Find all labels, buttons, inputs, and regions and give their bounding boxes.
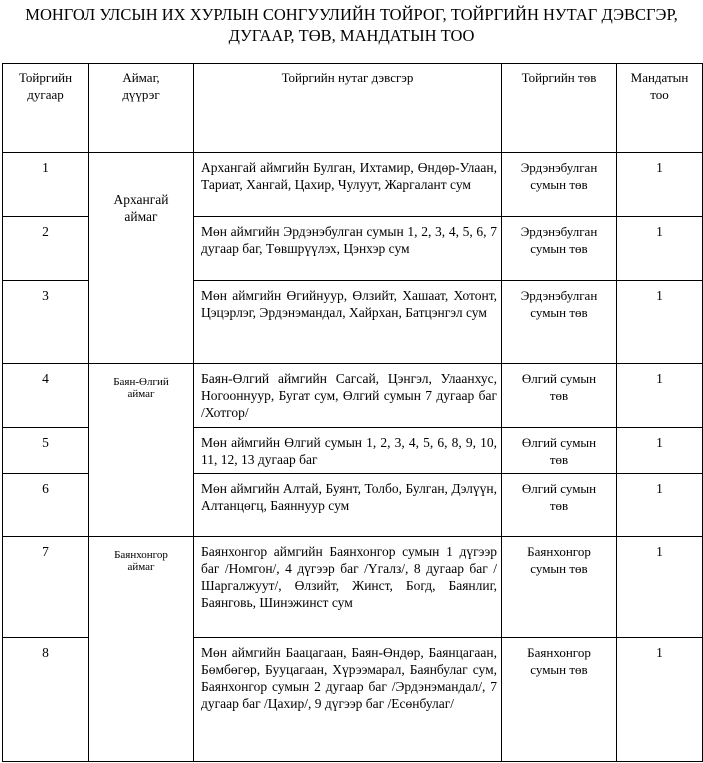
aimag-cell-arkhangai: Архангай аймаг: [89, 153, 194, 364]
district-number: 4: [3, 364, 89, 428]
district-number: 5: [3, 428, 89, 474]
district-mandate: 1: [617, 281, 703, 364]
table-row: [3, 537, 703, 638]
header-area: Тойргийн нутаг дэвсгэр: [194, 64, 502, 153]
district-mandate: 1: [617, 537, 703, 638]
aimag-cell-bayankhongor: Баянхонгор аймаг: [89, 537, 194, 762]
district-center: Эрдэнэбулган сумын төв: [502, 153, 617, 217]
district-area: Мөн аймгийн Эрдэнэбулган сумын 1, 2, 3, 4, 5, 6, 7 дугаар баг, Төвшрүүлэх, Цэнхэр сум: [194, 217, 502, 281]
district-number: 1: [3, 153, 89, 217]
header-center: Тойргийн төв: [502, 64, 617, 153]
header-mandate: Мандатын тоо: [617, 64, 703, 153]
title-line-2: ДУГААР, ТӨВ, МАНДАТЫН ТОО: [228, 26, 475, 45]
table-header-row: [3, 64, 703, 153]
aimag-cell-bayan-olgii: Баян-Өлгий аймаг: [89, 364, 194, 537]
district-center: Өлгий сумын төв: [502, 428, 617, 474]
header-number: Тойргийн дугаар: [3, 64, 89, 153]
table-row: [3, 153, 703, 217]
district-number: 2: [3, 217, 89, 281]
district-number: 6: [3, 474, 89, 537]
district-area: Мөн аймгийн Баацагаан, Баян-Өндөр, Баянцагаан, Бөмбөгөр, Бууцагаан, Хүрээмарал, Баянбулаг сум, Баянхонгор сумын 2 дугаар баг /Эрдэнэмандал/, 7 дугаар баг /Цахир/, 9 дүгээр баг /Есөнбулаг/: [194, 638, 502, 762]
district-area: Архангай аймгийн Булган, Ихтамир, Өндөр-Улаан, Тариат, Хангай, Цахир, Чулуут, Жаргалант сум: [194, 153, 502, 217]
district-area: Баян-Өлгий аймгийн Сагсай, Цэнгэл, Улаанхус, Ногооннуур, Бугат сум, Өлгий сумын 7 дугаар баг /Хотгор/: [194, 364, 502, 428]
document-title: [0, 4, 703, 46]
district-mandate: 1: [617, 474, 703, 537]
district-mandate: 1: [617, 364, 703, 428]
district-area: Баянхонгор аймгийн Баянхонгор сумын 1 дүгээр баг /Номгон/, 4 дүгээр баг /Үгалз/, 8 дугаар баг /Шаргалжуут/, Өлзийт, Жинст, Богд, Баянлиг, Баянговь, Шинэжинст сум: [194, 537, 502, 638]
district-area: Мөн аймгийн Өлгий сумын 1, 2, 3, 4, 5, 6, 8, 9, 10, 11, 12, 13 дугаар баг: [194, 428, 502, 474]
district-center: Өлгий сумын төв: [502, 364, 617, 428]
district-mandate: 1: [617, 428, 703, 474]
district-number: 8: [3, 638, 89, 762]
header-aimag: Аймаг, дүүрэг: [89, 64, 194, 153]
district-mandate: 1: [617, 153, 703, 217]
district-number: 3: [3, 281, 89, 364]
districts-table: [2, 63, 703, 762]
district-mandate: 1: [617, 217, 703, 281]
district-center: Баянхонгор сумын төв: [502, 537, 617, 638]
district-mandate: 1: [617, 638, 703, 762]
table-row: [3, 364, 703, 428]
title-line-1: МОНГОЛ УЛСЫН ИХ ХУРЛЫН СОНГУУЛИЙН ТОЙРОГ, ТОЙРГИЙН НУТАГ ДЭВСГЭР,: [25, 5, 678, 24]
district-number: 7: [3, 537, 89, 638]
district-area: Мөн аймгийн Өгийнуур, Өлзийт, Хашаат, Хотонт, Цэцэрлэг, Эрдэнэмандал, Хайрхан, Батцэнгэл сум: [194, 281, 502, 364]
district-area: Мөн аймгийн Алтай, Буянт, Толбо, Булган, Дэлүүн, Алтанцөгц, Баяннуур сум: [194, 474, 502, 537]
district-center: Баянхонгор сумын төв: [502, 638, 617, 762]
district-center: Өлгий сумын төв: [502, 474, 617, 537]
district-center: Эрдэнэбулган сумын төв: [502, 281, 617, 364]
district-center: Эрдэнэбулган сумын төв: [502, 217, 617, 281]
